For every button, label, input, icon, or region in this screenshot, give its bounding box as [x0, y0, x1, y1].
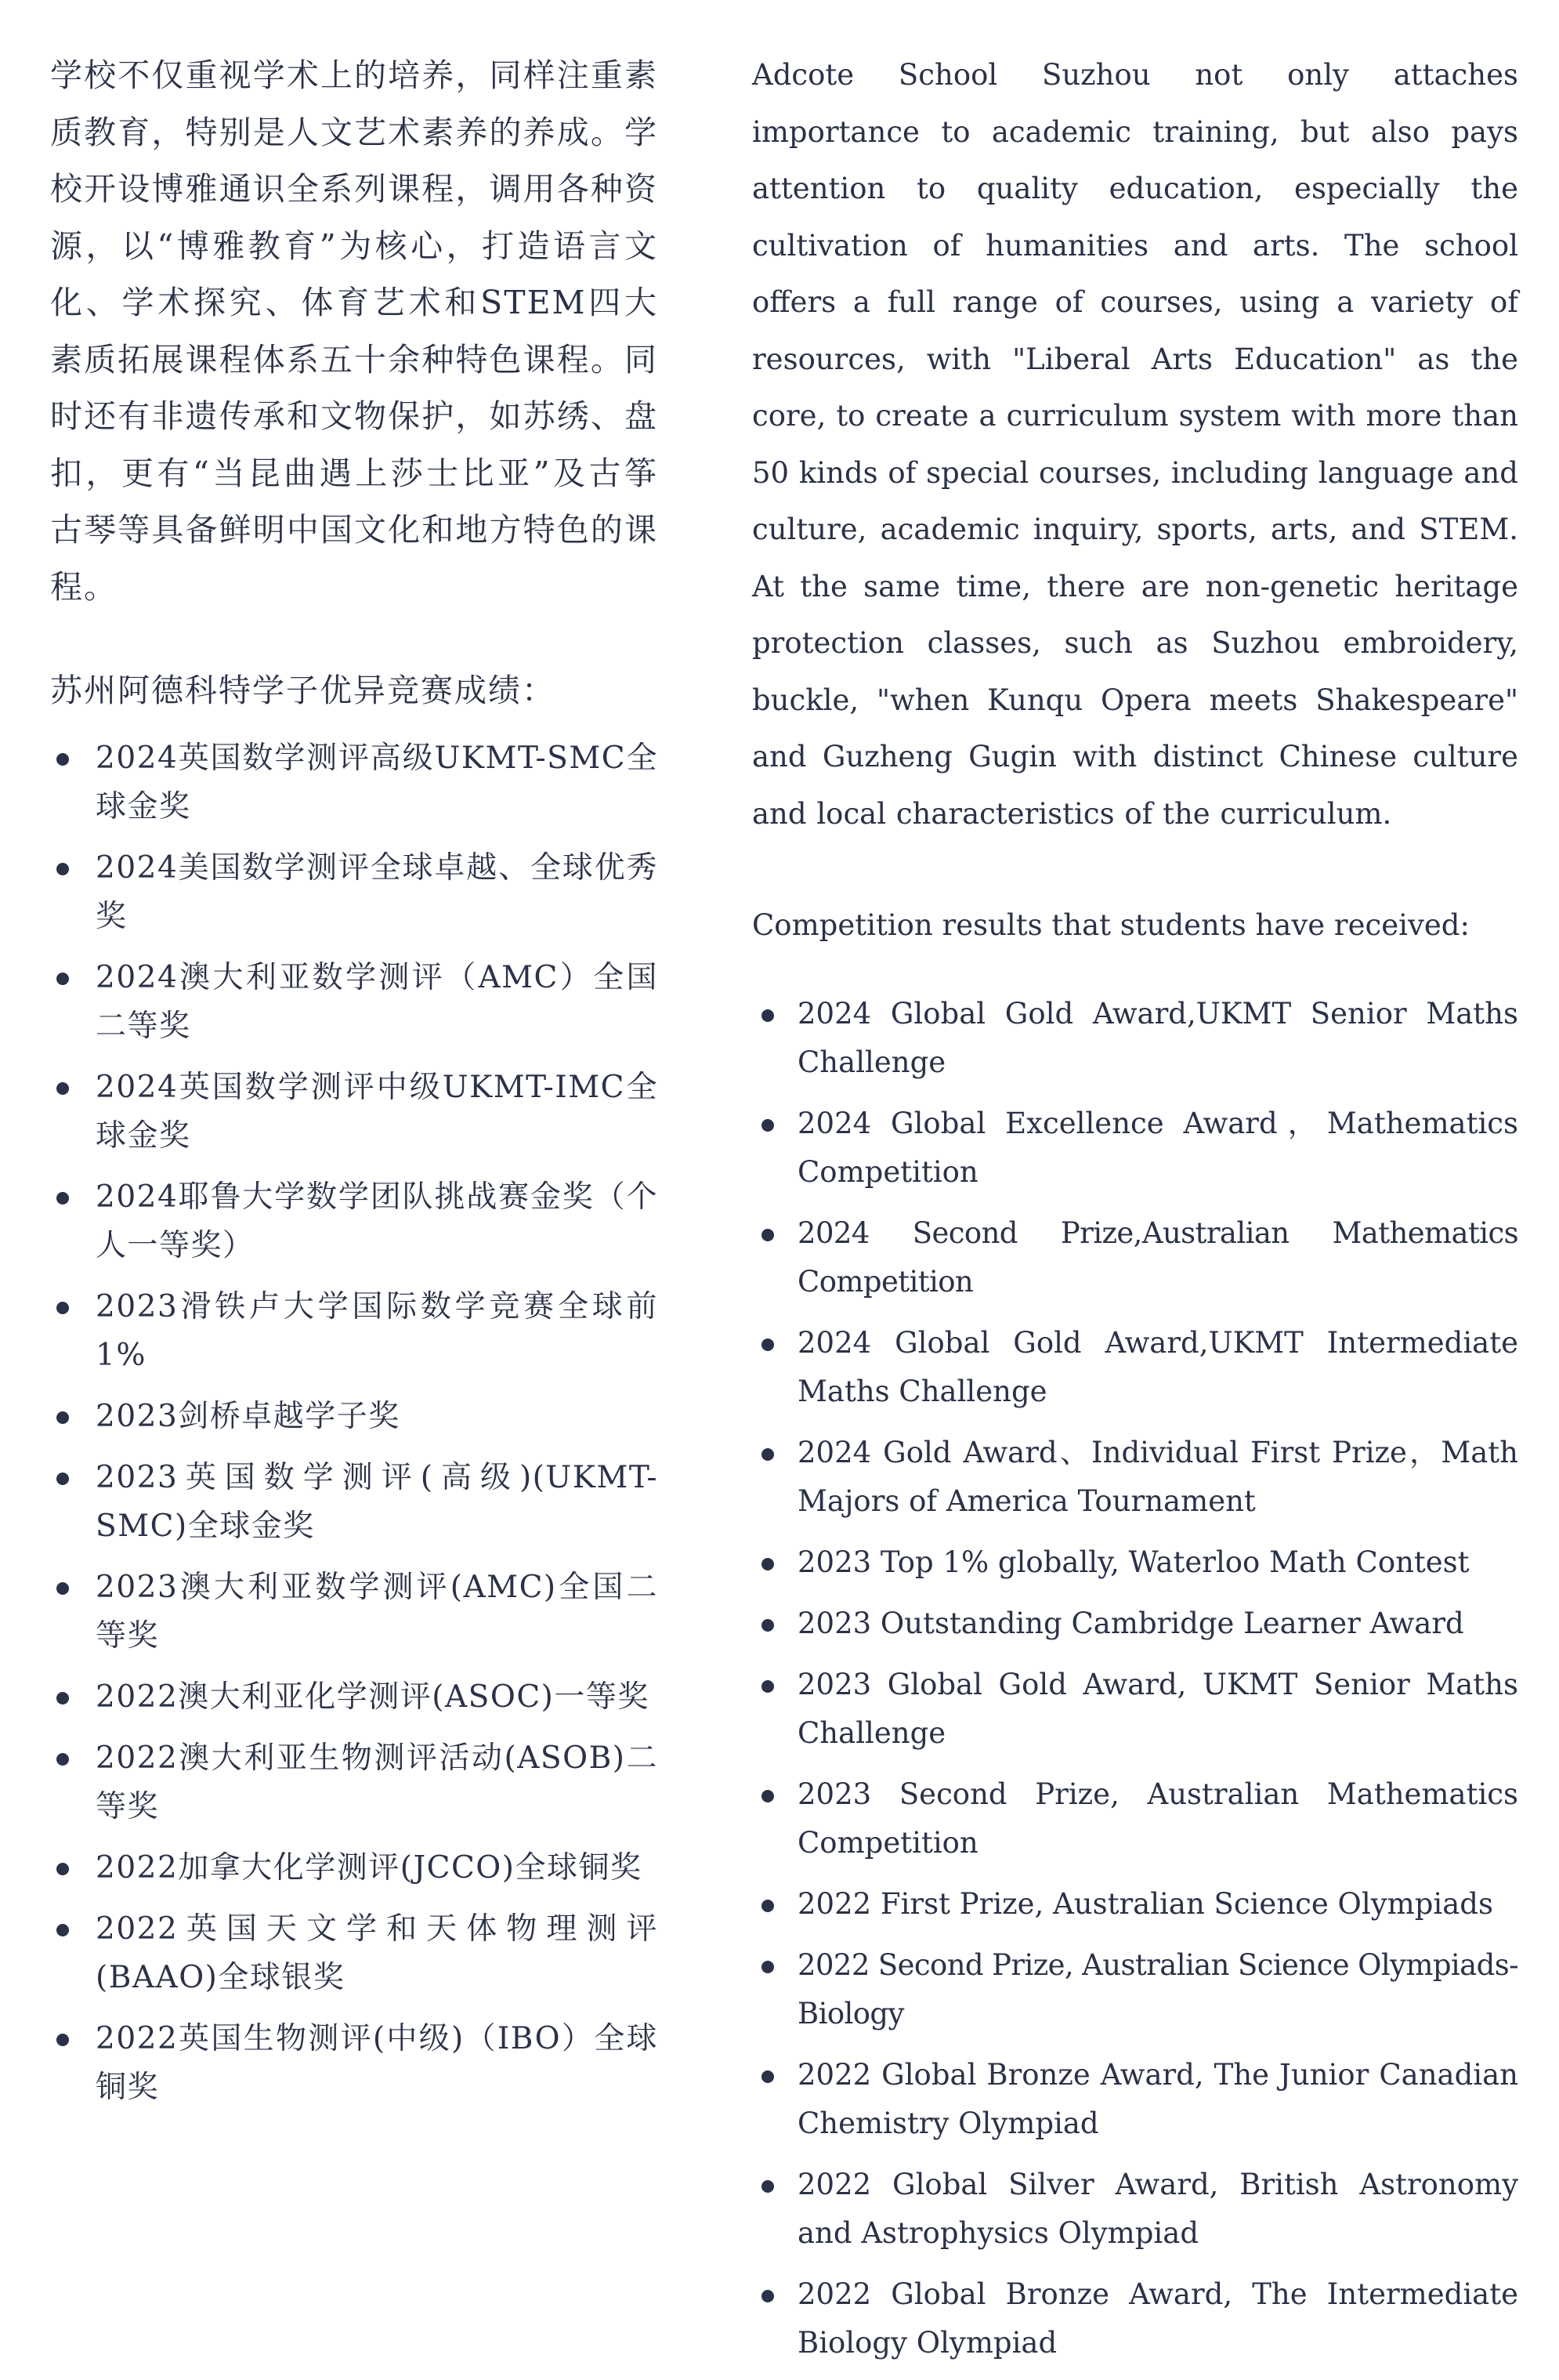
chinese-award-item: 2024美国数学测评全球卓越、全球优秀奖: [50, 844, 658, 941]
bullet-icon: [56, 1924, 69, 1936]
chinese-award-item: 2024澳大利亚数学测评（AMC）全国二等奖: [50, 954, 658, 1051]
chinese-column: [50, 47, 658, 2125]
english-awards-heading: Competition results that students have received:: [752, 908, 1470, 942]
bullet-icon: [56, 1411, 69, 1424]
bullet-icon: [761, 1229, 774, 1241]
bullet-icon: [761, 1339, 774, 1351]
bullet-icon: [56, 1082, 69, 1095]
bullet-icon: [56, 1192, 69, 1204]
chinese-award-item: 2024英国数学测评中级UKMT-IMC全球金奖: [50, 1063, 658, 1161]
chinese-awards-list: [50, 734, 658, 2112]
bullet-icon: [761, 1119, 774, 1132]
english-award-item: 2022 Global Bronze Award, The Junior Canadian Chemistry Olympiad: [752, 2051, 1518, 2148]
bullet-icon: [761, 1900, 774, 1912]
bullet-icon: [761, 1790, 774, 1802]
bullet-icon: [56, 1863, 69, 1875]
english-award-item: 2022 Global Silver Award, British Astronomy and Astrophysics Olympiad: [752, 2161, 1518, 2258]
bullet-icon: [56, 973, 69, 985]
english-award-item: 2024 Second Prize,Australian Mathematics Competition: [752, 1209, 1518, 1306]
bullet-icon: [761, 1961, 774, 1973]
chinese-award-item: 2023滑铁卢大学国际数学竞赛全球前1%: [50, 1283, 658, 1380]
english-award-item: 2024 Global Gold Award,UKMT Intermediate Maths Challenge: [752, 1319, 1518, 1416]
english-award-item: 2024 Global Gold Award,UKMT Senior Maths Challenge: [752, 990, 1518, 1087]
chinese-award-item: 2022澳大利亚生物测评活动(ASOB)二等奖: [50, 1734, 658, 1831]
english-award-item: 2023 Second Prize, Australian Mathematics Competition: [752, 1770, 1518, 1867]
english-award-item: 2023 Global Gold Award, UKMT Senior Maths Challenge: [752, 1661, 1518, 1758]
bullet-icon: [761, 2180, 774, 2193]
chinese-award-item: 2024英国数学测评高级UKMT-SMC全球金奖: [50, 734, 658, 831]
bullet-icon: [56, 753, 69, 766]
chinese-award-item: 2022加拿大化学测评(JCCO)全球铜奖: [50, 1844, 658, 1893]
english-award-item: 2022 First Prize, Australian Science Olympiads: [752, 1880, 1518, 1929]
bullet-icon: [56, 1302, 69, 1314]
chinese-award-item: 2022英国生物测评(中级)（IBO）全球铜奖: [50, 2015, 658, 2112]
bullet-icon: [761, 1448, 774, 1461]
bullet-icon: [761, 1009, 774, 1022]
chinese-award-item: 2024耶鲁大学数学团队挑战赛金奖（个人一等奖）: [50, 1173, 658, 1270]
english-awards-list: [752, 990, 1518, 2367]
chinese-award-item: 2023英国数学测评(高级)(UKMT-SMC)全球金奖: [50, 1454, 658, 1551]
bullet-icon: [56, 1753, 69, 1766]
chinese-award-item: 2023剑桥卓越学子奖: [50, 1393, 658, 1441]
bullet-icon: [761, 1619, 774, 1632]
english-award-item: 2022 Second Prize, Australian Science Olympiads-Biology: [752, 1941, 1518, 2038]
english-award-item: 2022 Global Bronze Award, The Intermediate Biology Olympiad: [752, 2270, 1518, 2367]
bullet-icon: [761, 1558, 774, 1570]
english-intro-paragraph: Adcote School Suzhou not only attaches importance to academic training, but also pays attention to quality education, especially the cultivation of humanities and arts. The school offers a full range of courses, using a variety of resources, with "Liberal Arts Education" as the core, to create a curriculum system with more than 50 kinds of special courses, including language and culture, academic inquiry, sports, arts, and STEM. At the same time, there are non-genetic heritage protection classes, such as Suzhou embroidery, buckle, "when Kunqu Opera meets Shakespeare" and Guzheng Gugin with distinct Chinese culture and local characteristics of the curriculum.: [752, 58, 1518, 831]
chinese-award-item: 2022澳大利亚化学测评(ASOC)一等奖: [50, 1673, 658, 1722]
chinese-award-item: 2022英国天文学和天体物理测评(BAAO)全球银奖: [50, 1905, 658, 2002]
english-award-item: 2024 Gold Award、Individual First Prize，Math Majors of America Tournament: [752, 1429, 1518, 1526]
chinese-intro-paragraph: 学校不仅重视学术上的培养，同样注重素质教育，特别是人文艺术素养的养成。学校开设博雅通识全系列课程，调用各种资源，以“博雅教育”为核心，打造语言文化、学术探究、体育艺术和STEM四大素质拓展课程体系五十余种特色课程。同时还有非遗传承和文物保护，如苏绣、盘扣，更有“当昆曲遇上莎士比亚”及古筝古琴等具备鲜明中国文化和地方特色的课程。: [50, 56, 658, 606]
english-award-item: 2024 Global Excellence Award，Mathematics Competition: [752, 1099, 1518, 1197]
english-column: [752, 47, 1518, 2380]
english-award-item: 2023 Top 1% globally, Waterloo Math Contest: [752, 1538, 1518, 1587]
bullet-icon: [56, 1473, 69, 1485]
bullet-icon: [56, 1692, 69, 1704]
bullet-icon: [761, 2290, 774, 2302]
bullet-icon: [56, 1582, 69, 1595]
bullet-icon: [56, 863, 69, 875]
chinese-award-item: 2023澳大利亚数学测评(AMC)全国二等奖: [50, 1563, 658, 1661]
bullet-icon: [761, 2070, 774, 2083]
bullet-icon: [761, 1680, 774, 1693]
chinese-awards-heading: 苏州阿德科特学子优异竞赛成绩：: [50, 672, 555, 709]
bullet-icon: [56, 2034, 69, 2046]
english-award-item: 2023 Outstanding Cambridge Learner Award: [752, 1599, 1518, 1648]
